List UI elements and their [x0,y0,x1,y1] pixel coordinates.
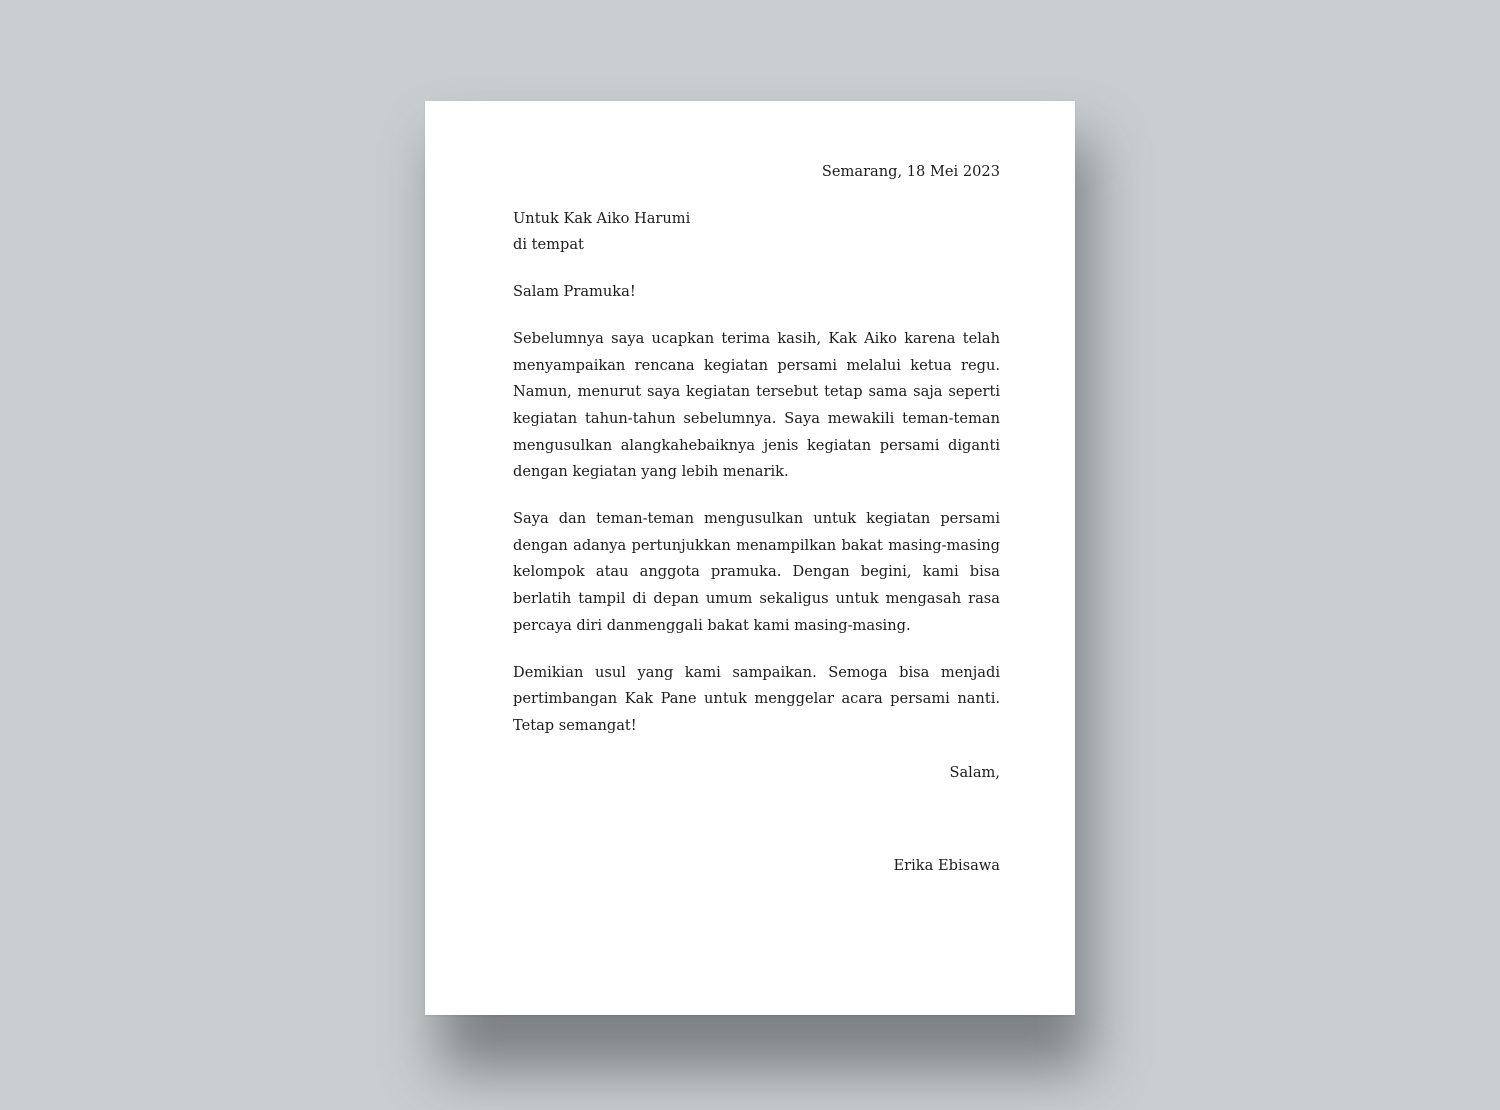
letter-paragraph-3: Demikian usul yang kami sampaikan. Semoga bisa menjadi pertimbangan Kak Pane untuk menggelar acara persami nanti. Tetap semangat! [513,663,1000,734]
recipient-location: di tempat [513,236,584,254]
letter-paragraph-1: Sebelumnya saya ucapkan terima kasih, Kak Aiko karena telah menyampaikan rencana kegiatan persami melalui ketua regu. Namun, menurut saya kegiatan tersebut tetap sama saja seperti kegiatan tahun-tahun sebelumnya. Saya mewakili teman-teman mengusulkan alangkahebaiknya jenis kegiatan persami diganti dengan kegiatan yang lebih menarik. [513,329,1000,481]
letter-date: Semarang, 18 Mei 2023 [821,163,1000,180]
letter-closing: Salam, [949,763,1000,781]
letter-signature: Erika Ebisawa [893,857,1000,875]
letter-content [513,159,1000,880]
letter-greeting: Salam Pramuka! [513,283,636,301]
letter-page [425,101,1075,1015]
letter-paragraph-2: Saya dan teman-teman mengusulkan untuk kegiatan persami dengan adanya pertunjukkan menampilkan bakat masing-masing kelompok atau anggota pramuka. Dengan begini, kami bisa berlatih tampil di depan umum sekaligus untuk mengasah rasa percaya diri danmenggali bakat kami masing-masing. [513,510,1000,634]
recipient-name: Untuk Kak Aiko Harumi [513,209,691,227]
letter-recipient [513,206,1000,259]
